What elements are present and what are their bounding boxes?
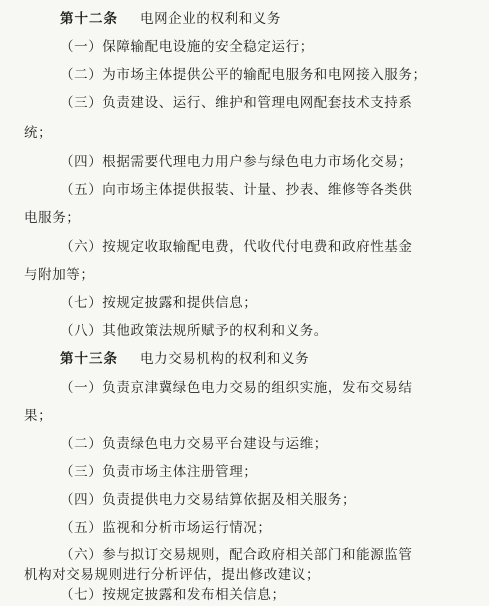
- article-13-item-7: （七）按规定披露和发布相关信息；: [60, 587, 286, 603]
- article-13-item-6-cont: 机构对交易规则进行分析评估，提出修改建议；: [24, 567, 321, 583]
- article-13-item-1-cont: 果；: [24, 408, 53, 424]
- article-13-title: 电力交易机构的权利和义务: [140, 351, 310, 367]
- article-13-item-1: （一）负责京津冀绿色电力交易的组织实施，发布交易结: [60, 380, 413, 396]
- article-12-item-3-cont: 统；: [24, 125, 53, 141]
- article-13-heading: [60, 350, 309, 368]
- article-12-item-6: （六）按规定收取输配电费，代收代付电费和政府性基金: [60, 239, 413, 255]
- article-12-item-4: （四）根据需要代理电力用户参与绿色电力市场化交易；: [60, 154, 413, 170]
- article-13-item-6: （六）参与拟订交易规则，配合政府相关部门和能源监管: [60, 547, 413, 563]
- article-12-title: 电网企业的权利和义务: [140, 11, 281, 27]
- article-12-item-2: （二）为市场主体提供公平的输配电服务和电网接入服务；: [60, 67, 427, 83]
- article-12-item-6-cont: 与附加等；: [24, 267, 95, 283]
- article-13-item-2: （二）负责绿色电力交易平台建设与运维；: [60, 436, 328, 452]
- article-12-item-1: （一）保障输配电设施的安全稳定运行；: [60, 39, 314, 55]
- article-13-number: 第十三条: [60, 351, 118, 367]
- article-13-item-4: （四）负责提供电力交易结算依据及相关服务；: [60, 492, 357, 508]
- article-12-heading: [60, 10, 281, 28]
- article-12-item-8: （八）其他政策法规所赋予的权利和义务。: [60, 323, 328, 339]
- article-13-item-3: （三）负责市场主体注册管理；: [60, 464, 258, 480]
- article-13-item-5: （五）监视和分析市场运行情况；: [60, 520, 272, 536]
- article-12-item-5: （五）向市场主体提供报装、计量、抄表、维修等各类供: [60, 182, 413, 198]
- article-12-item-5-cont: 电服务；: [24, 210, 81, 226]
- article-12-item-7: （七）按规定披露和提供信息；: [60, 295, 258, 311]
- article-12-number: 第十二条: [60, 11, 118, 27]
- article-12-item-3: （三）负责建设、运行、维护和管理电网配套技术支持系: [60, 95, 413, 111]
